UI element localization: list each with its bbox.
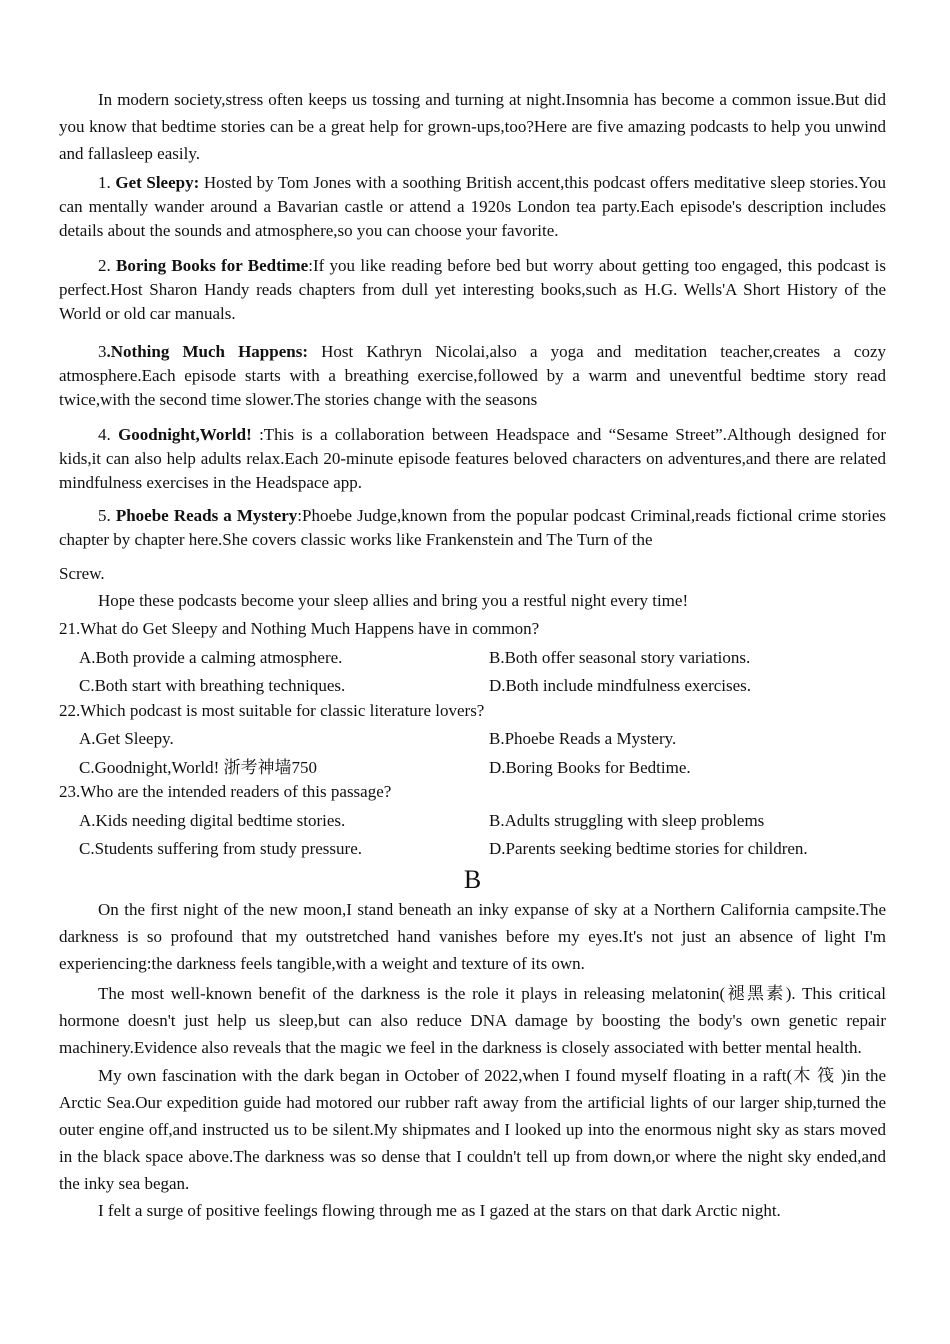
options-row	[59, 807, 886, 836]
item-number: 2.	[98, 256, 117, 275]
option-d: D.Boring Books for Bedtime.	[489, 757, 691, 777]
question-stem: 22.Which podcast is most suitable for classic literature lovers?	[59, 700, 485, 720]
question-stem: 21.What do Get Sleepy and Nothing Much Happens have in common?	[59, 619, 540, 638]
passage-b-paragraph-3: My own fascination with the dark began in October of 2022,when I found myself floating in a raft(木 筏 )in the Arctic Sea.Our expedition guide had motored our rubber raft away from the artificial lights of our larger ship,turned the outer engine off,and instructed us to be silent.My shipmates and I looked up into the enormous night sky as stars moved in the black space above.The darkness was so dense that I couldn't tell up from down,or where the night sky ended,and the inky sea began.	[59, 1065, 886, 1193]
item-title: .Nothing Much Happens:	[106, 342, 308, 361]
section-heading: B	[463, 864, 482, 894]
item-text: Hosted by Tom Jones with a soothing British accent,this podcast offers meditative sleep stories.You can mentally wander around a Bavarian castle or attend a 1920s London tea party.Each episode's description includes details about the sounds and atmosphere,so you can choose your favorite.	[59, 173, 886, 240]
options-row	[59, 835, 886, 864]
passage-b-paragraph-2: The most well-known benefit of the darkness is the role it plays in releasing melatonin(褪黑素). This critical hormone doesn't just help us sleep,but can also reduce DNA damage by boosting the body's own genetic repair machinery.Evidence also reveals that the magic we feel in the darkness is closely associated with better mental health.	[59, 983, 886, 1057]
option-a: A.Get Sleepy.	[79, 729, 174, 748]
question-22	[59, 697, 886, 783]
option-b: B.Both offer seasonal story variations.	[489, 647, 751, 667]
option-a: A.Both provide a calming atmosphere.	[79, 647, 343, 667]
podcast-item-1	[59, 171, 886, 243]
item-text: :If you like reading before bed but worry about getting too engaged, this podcast is perfect.Host Sharon Handy reads chapters from dull yet interesting books,such as H.G. Wells'A Short History of the World or old car manuals.	[59, 256, 886, 323]
item-title: Goodnight,World!	[118, 425, 252, 444]
option-c: C.Both start with breathing techniques.	[79, 676, 346, 695]
item-text: Host Kathryn Nicolai,also a yoga and meditation teacher,creates a cozy atmosphere.Each episode starts with a breathing exercise,followed by a warm and uneventful bedtime story read twice,with the second time slower.The stories change with the seasons	[59, 342, 886, 409]
item-text: :This is a collaboration between Headspace and “Sesame Street”.Although designed for kids,it can also help adults relax.Each 20-minute episode features beloved characters on adventures,and there are related mindfulness exercises in the Headspace app.	[59, 425, 886, 492]
option-c: C.Students suffering from study pressure.	[79, 839, 362, 858]
item-number: 4.	[98, 425, 119, 444]
question-stem: 23.Who are the intended readers of this passage?	[59, 782, 392, 801]
item-text: :Phoebe Judge,known from the popular podcast Criminal,reads fictional crime stories chapter by chapter here.She covers classic works like Frankenstein and The Turn of the	[59, 506, 886, 549]
passage-a-closing: Hope these podcasts become your sleep allies and bring you a restful night every time!	[98, 591, 689, 610]
option-d: D.Both include mindfulness exercises.	[489, 676, 752, 695]
item-title: Boring Books for Bedtime	[116, 256, 309, 275]
question-21	[59, 615, 886, 701]
option-b: B.Adults struggling with sleep problems	[489, 810, 765, 830]
item-title: Phoebe Reads a Mystery	[115, 506, 298, 525]
question-23	[59, 778, 886, 864]
item-number: 5.	[98, 506, 116, 525]
item-number: 3	[98, 342, 107, 361]
option-c: C.Goodnight,World! 浙考神墙750	[79, 757, 318, 777]
option-d: D.Parents seeking bedtime stories for children.	[489, 839, 808, 858]
podcast-item-4	[59, 423, 886, 495]
option-b: B.Phoebe Reads a Mystery.	[489, 729, 677, 748]
exam-page	[59, 86, 886, 1224]
podcast-item-3	[59, 340, 886, 412]
passage-a-intro: In modern society,stress often keeps us tossing and turning at night.Insomnia has become a common issue.But did you know that bedtime stories can be a great help for grown-ups,too?Here are five amazing podcasts to help you unwind and fallasleep easily.	[59, 90, 886, 163]
item-number: 1.	[98, 173, 116, 192]
option-a: A.Kids needing digital bedtime stories.	[79, 810, 346, 830]
passage-b-paragraph-4: I felt a surge of positive feelings flowing through me as I gazed at the stars on that dark Arctic night.	[98, 1200, 781, 1220]
options-row	[59, 725, 886, 754]
options-row	[59, 644, 886, 673]
podcast-item-5	[59, 504, 886, 552]
podcast-item-2	[59, 254, 886, 326]
passage-b-paragraph-1: On the first night of the new moon,I stand beneath an inky expanse of sky at a Northern California campsite.The darkness is so profound that my outstretched hand vanishes before my eyes.It's not just an absence of light I'm experiencing:the darkness feels tangible,with a weight and texture of its own.	[59, 899, 886, 973]
podcast-item-5-tail: Screw.	[59, 564, 105, 583]
item-title: Get Sleepy:	[115, 173, 200, 192]
